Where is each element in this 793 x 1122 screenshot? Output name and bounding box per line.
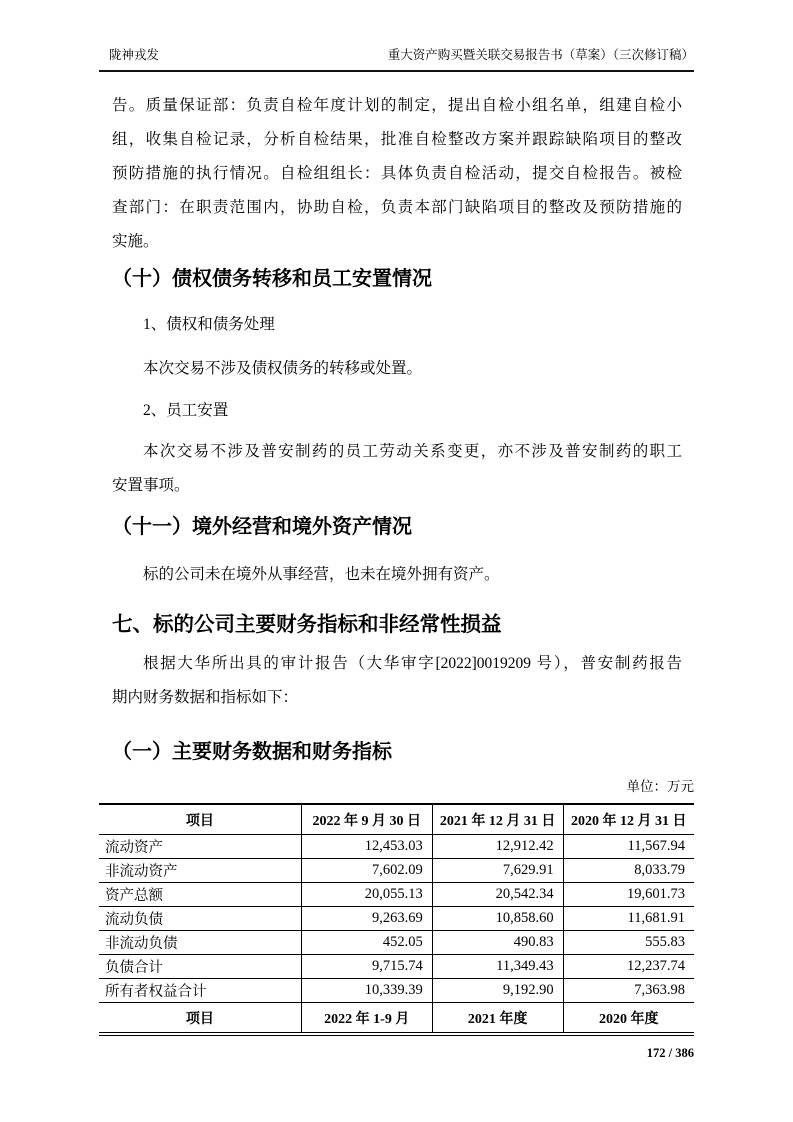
row-value-cell: 10,858.60	[432, 907, 563, 931]
subitem-2-heading: 2、员工安置	[143, 402, 229, 419]
chapter-heading-7: 七、标的公司主要财务指标和非经常性损益	[112, 613, 502, 636]
row-value-cell: 20,542.34	[432, 883, 563, 907]
paragraph-debt-handling: 本次交易不涉及债权债务的转移或处置。	[143, 360, 423, 377]
row-value-cell: 7,602.09	[301, 859, 432, 883]
table-row	[99, 979, 694, 1003]
table-row	[99, 859, 694, 883]
paragraph-line: 安置事项。	[112, 477, 190, 494]
row-value-cell: 11,567.94	[563, 835, 694, 859]
running-header	[99, 0, 694, 72]
row-value-cell: 555.83	[563, 931, 694, 955]
row-item-cell: 流动负债	[99, 907, 301, 931]
row-value-cell: 11,681.91	[563, 907, 694, 931]
row-value-cell: 7,629.91	[432, 859, 563, 883]
paragraph-employee-placement	[112, 435, 682, 503]
header-cell-item: 项目	[185, 813, 214, 829]
row-value-cell: 12,912.42	[432, 835, 563, 859]
paragraph-line: 查部门：在职责范围内，协助自检，负责本部门缺陷项目的整改及预防措施的	[112, 199, 682, 216]
paragraph-line: 根据大华所出具的审计报告（大华审字[2022]0019209 号），普安制药报告	[143, 655, 682, 672]
page-number: 172 / 386	[646, 1046, 694, 1060]
paragraph-quality-dept	[112, 89, 682, 259]
table-row	[99, 835, 694, 859]
row-value-cell: 490.83	[432, 931, 563, 955]
row-value-cell: 9,263.69	[301, 907, 432, 931]
financial-table-wrap	[99, 803, 694, 1036]
header-cell-date-3: 2020 年 12 月 31 日	[563, 804, 694, 835]
row-item-cell: 资产总额	[99, 883, 301, 907]
paragraph-line: 本次交易不涉及普安制药的员工劳动关系变更，亦不涉及普安制药的职工	[143, 443, 682, 460]
paragraph-overseas: 标的公司未在境外从事经营，也未在境外拥有资产。	[143, 566, 500, 583]
section-heading-11: （十一）境外经营和境外资产情况	[112, 516, 412, 538]
paragraph-line: 预防措施的执行情况。自检组组长：具体负责自检活动，提交自检报告。被检	[112, 165, 682, 182]
header-cell-period-1: 2022 年 1-9 月	[301, 1003, 432, 1035]
unit-label: 单位：万元	[626, 779, 694, 794]
header-cell-period-2: 2021 年度	[432, 1003, 563, 1035]
row-value-cell: 9,192.90	[432, 979, 563, 1003]
header-report-title: 重大资产购买暨关联交易报告书（草案）（三次修订稿）	[387, 48, 694, 62]
section-heading-1: （一）主要财务数据和财务指标	[112, 741, 392, 763]
row-value-cell: 8,033.79	[563, 859, 694, 883]
header-cell-item: 项目	[99, 1003, 301, 1035]
paragraph-line: 告。质量保证部：负责自检年度计划的制定，提出自检小组名单，组建自检小	[112, 97, 682, 114]
row-value-cell: 452.05	[301, 931, 432, 955]
row-value-cell: 20,055.13	[301, 883, 432, 907]
table-row	[99, 907, 694, 931]
row-item-cell: 所有者权益合计	[99, 979, 301, 1003]
paragraph-line: 期内财务数据和指标如下：	[112, 689, 299, 706]
row-item-cell: 负债合计	[99, 955, 301, 979]
table-row	[99, 883, 694, 907]
row-value-cell: 12,453.03	[301, 835, 432, 859]
subitem-1-heading: 1、债权和债务处理	[143, 316, 275, 333]
paragraph-line: 实施。	[112, 233, 159, 250]
header-company-name: 陇神戎发	[109, 48, 160, 62]
header-cell-date-2: 2021 年 12 月 31 日	[432, 804, 563, 835]
row-item-cell: 非流动资产	[99, 859, 301, 883]
paragraph-audit-report	[112, 647, 682, 715]
row-item-cell: 非流动负债	[99, 931, 301, 955]
table-header-row-bottom	[99, 1003, 694, 1035]
financial-table	[99, 803, 694, 1036]
row-value-cell: 7,363.98	[563, 979, 694, 1003]
row-value-cell: 9,715.74	[301, 955, 432, 979]
table-row	[99, 931, 694, 955]
paragraph-line: 组，收集自检记录，分析自检结果，批准自检整改方案并跟踪缺陷项目的整改	[112, 131, 682, 148]
row-value-cell: 12,237.74	[563, 955, 694, 979]
row-value-cell: 19,601.73	[563, 883, 694, 907]
table-row	[99, 955, 694, 979]
header-cell-date-1: 2022 年 9 月 30 日	[301, 804, 432, 835]
section-heading-10: （十）债权债务转移和员工安置情况	[112, 268, 432, 290]
row-item-cell: 流动资产	[99, 835, 301, 859]
row-value-cell: 11,349.43	[432, 955, 563, 979]
table-header-row-top	[99, 804, 694, 835]
header-cell-period-3: 2020 年度	[563, 1003, 694, 1035]
row-value-cell: 10,339.39	[301, 979, 432, 1003]
